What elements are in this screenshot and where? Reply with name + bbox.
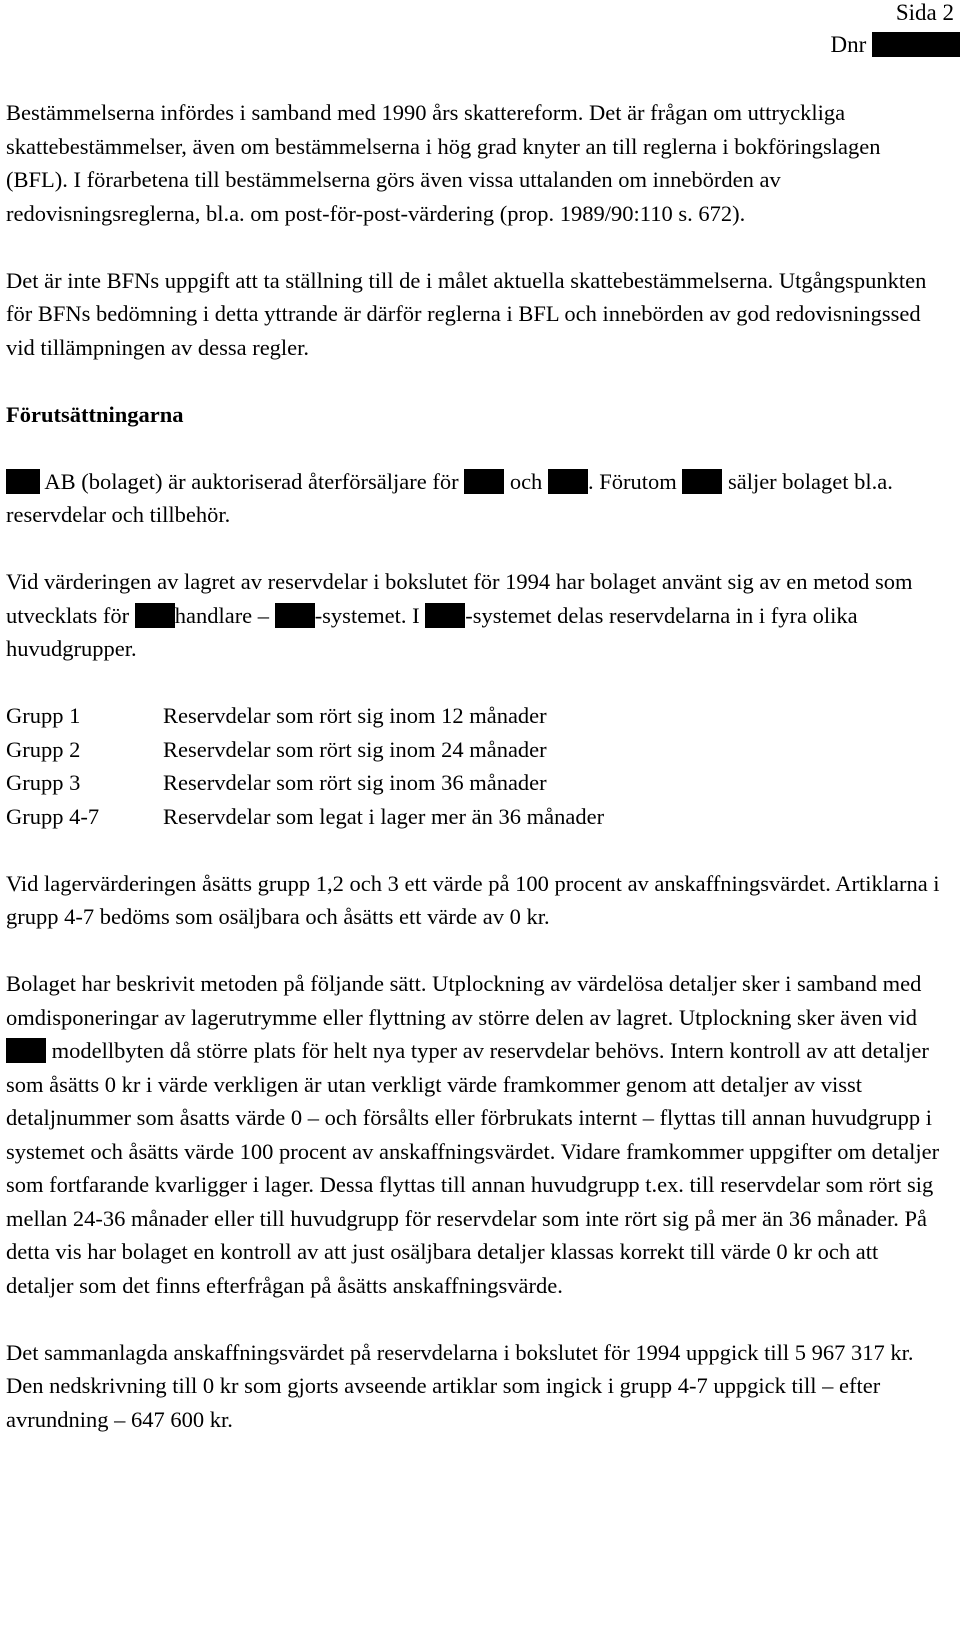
group-list — [6, 699, 946, 833]
paragraph-method-description — [6, 967, 946, 1302]
text-span: handlare – — [174, 602, 275, 628]
text-span: Bolaget har beskrivit metoden på följande sätt. Utplockning av värdelösa detaljer sker i samband med omdisponeringar av lagerutrymme eller flyttning av större delen av lagret. Utplockning sker även vid — [6, 971, 922, 1030]
paragraph-total-value: Det sammanlagda anskaffningsvärdet på reservdelarna i bokslutet för 1994 uppgick till 5 967 317 kr. Den nedskrivning till 0 kr som gjorts avseende artiklar som ingick i grupp 4-7 uppgick till – efter avrundning – 647 600 kr. — [6, 1339, 914, 1432]
group-row — [6, 800, 946, 834]
redaction-box — [425, 603, 465, 628]
group-name: Grupp 3 — [6, 770, 81, 795]
page-number: Sida 2 — [895, 0, 954, 25]
group-description: Reservdelar som rört sig inom 24 månader — [163, 736, 547, 762]
text-span: och — [504, 468, 548, 494]
group-description: Reservdelar som rört sig inom 36 månader — [163, 770, 547, 795]
paragraph-valuation-rule: Vid lagervärderingen åsätts grupp 1,2 och 3 ett värde på 100 procent av anskaffningsvärdet. Artiklarna i grupp 4-7 bedöms som osäljbara och åsätts ett värde av 0 kr. — [6, 870, 940, 929]
redaction-box — [6, 469, 40, 494]
text-span: -systemet delas reservdelarna in i fyra olika huvudgrupper. — [6, 602, 858, 661]
redaction-box — [682, 469, 722, 494]
redaction-box — [464, 469, 504, 494]
group-name: Grupp 4-7 — [6, 803, 100, 829]
text-span: säljer bolaget bl.a. reservdelar och tillbehör. — [6, 468, 893, 527]
paragraph-valuation-method — [6, 565, 946, 666]
text-span: AB (bolaget) är auktoriserad återförsäljare för — [40, 468, 465, 494]
redaction-box — [6, 1038, 46, 1063]
text-span: . Förutom — [587, 468, 683, 494]
section-heading: Förutsättningarna — [6, 401, 184, 427]
redaction-box — [135, 603, 175, 628]
text-span: Vid värderingen av lagret av reservdelar i bokslutet för 1994 har bolaget använt sig av en metod som utvecklats för — [6, 569, 913, 628]
group-name: Grupp 2 — [6, 736, 81, 762]
paragraph-bfn-task: Det är inte BFNs uppgift att ta ställning till de i målet aktuella skattebestämmelserna. Utgångspunkten för BFNs bedömning i detta yttrande är därför reglerna i BFL och innebörden av god redovisningssed vid tillämpningen av dessa regler. — [6, 267, 927, 360]
group-row — [6, 733, 946, 767]
redaction-box — [275, 603, 315, 628]
text-span: modellbyten då större plats för helt nya typer av reservdelar behövs. Intern kontroll av att detaljer som åsätts 0 kr i värde verkligen är utan verkligt värde framkommer genom att detaljer av visst detaljnummer som åsatts värde 0 – och försålts eller förbrukats internt – flyttas till annan huvudgrupp i systemet och åsätts värde 100 procent av anskaffningsvärdet. Vidare framkommer uppgifter om detaljer som fortfarande kvarligger i lager. Dessa flyttas till annan huvudgrupp t.ex. till reservdelar som rört sig mellan 24-36 månader eller till huvudgrupp för reservdelar som inte rört sig på mer än 36 månader. På detta vis har bolaget en kontroll av att just osäljbara detaljer klassas korrekt till värde 0 kr och att detaljer som det finns efterfrågan på åsätts anskaffningsvärde. — [6, 1038, 940, 1298]
dnr-line — [830, 28, 960, 61]
dnr-label: Dnr — [830, 32, 867, 57]
group-description: Reservdelar som legat i lager mer än 36 månader — [163, 803, 605, 829]
redaction-box — [872, 32, 960, 57]
group-row — [6, 699, 946, 733]
group-description: Reservdelar som rört sig inom 12 månader — [163, 703, 547, 728]
paragraph-tax-rules: Bestämmelserna infördes i samband med 1990 års skattereform. Det är frågan om uttryckliga skattebestämmelser, även om bestämmelserna i hög grad knyter an till reglerna i bokföringslagen (BFL). I förarbetena till bestämmelserna görs även vissa uttalanden om innebörden av redovisningsreglerna, bl.a. om post-för-post-värdering (prop. 1989/90:110 s. 672). — [6, 100, 881, 226]
redaction-box — [548, 469, 588, 494]
document-body — [6, 96, 946, 1470]
group-name: Grupp 1 — [6, 703, 81, 728]
group-row — [6, 766, 946, 800]
text-span: -systemet. I — [314, 602, 426, 628]
paragraph-company — [6, 465, 946, 532]
